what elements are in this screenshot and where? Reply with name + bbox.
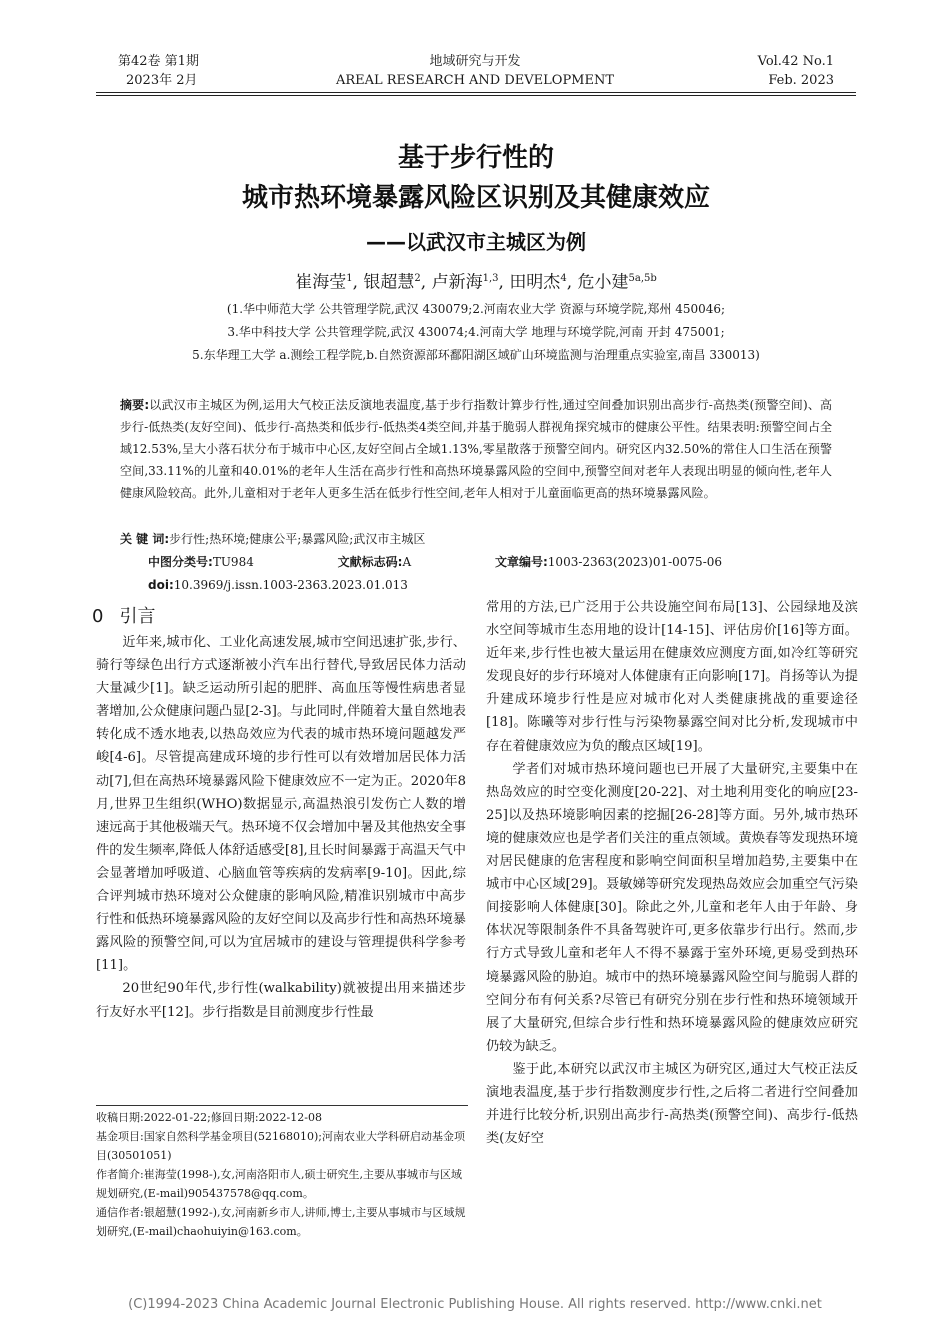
keywords-label: 关 键 词: [120,532,170,546]
header-rule-top [96,92,856,93]
section-heading [92,604,155,630]
body-column-left [96,631,466,1024]
footnote-fund: 基金项目:国家自然科学基金项目(52168010);河南农业大学科研启动基金项目(30501051) [96,1130,465,1162]
section-number: 0 [92,606,104,627]
author-affil-mark: 1 [346,273,353,284]
footnote-rule [96,1105,468,1106]
paragraph: 常用的方法,已广泛用于公共设施空间布局[13]、公园绿地及滨水空间等城市生态用地的设计[14-15]、评估房价[16]等方面。近年来,步行性也被大量运用在健康效应测度方面,如冷红等研究发现良好的步行环境对人体健康有正向影响[17]。肖扬等认为提升建成环境步行性是应对城市化对人类健康挑战的重要途径[18]。陈曦等对步行性与污染物暴露空间对比分析,发现城市中存在着健康效应为负的酸点区域[19]。 [486,600,858,754]
header-left [118,52,199,90]
doc-code-value: A [402,555,412,569]
doc-code-label: 文献标志码: [337,555,403,569]
footnote-received: 收稿日期:2022-01-22;修回日期:2022-12-08 [96,1111,322,1124]
section-title: 引言 [119,606,156,627]
subtitle: ——以武汉市主城区为例 [366,230,586,254]
paragraph: 鉴于此,本研究以武汉市主城区为研究区,通过大气校正法反演地表温度,基于步行指数测度步行性,之后将二者进行空间叠加并进行比较分析,识别出高步行-高热类(预警空间)、高步行-低热类(友好空 [486,1061,858,1147]
author-name: 崔海莹 [295,272,347,293]
body-column-right [486,596,858,1150]
classification-row [148,551,838,573]
author-name: 田明杰 [509,272,561,293]
abstract-label: 摘要: [120,398,150,412]
article-number-label: 文章编号: [494,555,548,569]
abstract [120,394,832,504]
author-list: 崔海莹$^1$, 银超慧$^2$, 卢新海$^{1,3}$, 田明杰$^4$, 危小建$^{5a,5b}$ [295,272,657,293]
header-right [700,52,834,90]
author-affil-mark: 1,3 [482,273,499,284]
doi-link[interactable]: 10.3969/j.issn.1003-2363.2023.01.013 [173,578,408,592]
journal-name-cn: 地域研究与开发 [429,54,521,69]
author-name: 危小建 [577,272,629,293]
paragraph: 学者们对城市热环境问题也已开展了大量研究,主要集中在热岛效应的时空变化测度[20-22]、对土地利用变化的响应[23-25]以及热环境影响因素的挖掘[26-28]等方面。另外,城市热环境的健康效应也是学者们关注的重点领域。黄焕春等发现热环境对居民健康的危害程度和影响空间面积呈增加趋势,主要集中在城市中心区域[29]。聂敏娣等研究发现热岛效应会加重空气污染间接影响人体健康[30]。除此之外,儿童和老年人由于年龄、身体状况等限制条件不具备驾驶许可,更多依靠步行出行。然而,步行方式导致儿童和老年人不得不暴露于室外环境,更易受到热环境暴露风险的胁迫。城市中的热环境暴露风险空间与脆弱人群的空间分布有何关系?尽管已有研究分别在步行性和热环境领域开展了大量研究,但综合步行性和热环境暴露风险的健康效应研究仍较为缺乏。 [486,761,858,1054]
keywords [120,528,832,550]
clc-label: 中图分类号: [148,555,213,569]
volume-issue-cn: 第42卷 第1期 [118,54,199,69]
clc-value: TU984 [212,555,254,569]
abstract-text: 以武汉市主城区为例,运用大气校正法反演地表温度,基于步行指数计算步行性,通过空间叠加识别出高步行-高热类(预警空间)、高步行-低热类(友好空间)、低步行-高热类和低步行-低热类4类空间,并基于脆弱人群视角探究城市的健康公平性。结果表明:预警空间占全域12.53%,呈大小落石状分布于城市中心区,友好空间占全域1.13%,零星散落于预警空间内。研究区内32.50%的常住人口生活在预警空间,33.11%的儿童和40.01%的老年人生活在高步行性和高热环境暴露风险的空间中,预警空间对老年人表现出明显的倾向性,老年人健康风险较高。此外,儿童相对于老年人更多生活在低步行性空间,老年人相对于儿童面临更高的热环境暴露风险。 [120,398,832,500]
affiliation-line: 3.华中科技大学 公共管理学院,武汉 430074;4.河南大学 地理与环境学院,河南 开封 475001; [227,325,725,339]
date-cn: 2023年 2月 [126,73,198,88]
copyright-notice: (C)1994-2023 China Academic Journal Electronic Publishing House. All rights reserved. http://www.cnki.net [128,1297,822,1312]
header-rule-bottom [96,95,856,96]
author-affil-mark: 2 [414,273,421,284]
footnote-corresponding: 通信作者:银超慧(1992-),女,河南新乡市人,讲师,博士,主要从事城市与区域规划研究,(E-mail)chaohuiyin@163.com。 [96,1206,466,1238]
affiliation-line: 5.东华理工大学 a.测绘工程学院,b.自然资源部环鄱阳湖区域矿山环境监测与治理重点实验室,南昌 330013) [192,348,760,362]
affiliation-line: (1.华中师范大学 公共管理学院,武汉 430079;2.河南农业大学 资源与环境学院,郑州 450046; [226,302,726,316]
journal-name-en: AREAL RESEARCH AND DEVELOPMENT [335,73,615,88]
date-en: Feb. 2023 [768,73,834,88]
author-name: 银超慧 [363,272,415,293]
paragraph: 近年来,城市化、工业化高速发展,城市空间迅速扩张,步行、骑行等绿色出行方式逐渐被小汽车出行替代,导致居民体力活动大量减少[1]。缺乏运动所引起的肥胖、高血压等慢性病患者显著增加,公众健康问题凸显[2-3]。与此同时,伴随着大量自然地表转化成不透水地表,以热岛效应为代表的城市热环境问题越发严峻[4-6]。尽管提高建成环境的步行性可以有效增加居民体力活动[7],但在高热环境暴露风险下健康效应不一定为正。2020年8月,世界卫生组织(WHO)数据显示,高温热浪引发伤亡人数的增速远高于其他极端天气。热环境不仅会增加中暑及其他热安全事件的发生频率,降低人体舒适感受[8],且长时间暴露于高温天气中会显著增加呼吸道、心脑血管等疾病的发病率[9-10]。因此,综合评判城市热环境对公众健康的影响风险,精准识别城市中高步行性和低热环境暴露风险的友好空间以及高步行性和高热环境暴露风险的预警空间,可以为宜居城市的建设与管理提供科学参考[11]。 [96,635,466,974]
doi-label: doi: [148,578,174,592]
paragraph: 20世纪90年代,步行性(walkability)就被提出用来描述步行友好水平[12]。步行指数是目前测度步行性最 [96,981,466,1020]
author-name: 卢新海 [431,272,483,293]
title-line-1: 基于步行性的 [397,143,554,173]
author-affil-mark: 4 [560,273,567,284]
author-affil-mark: 5a,5b [628,273,657,284]
article-number-value: 1003-2363(2023)01-0075-06 [547,555,723,569]
doi-row [148,574,838,596]
footnote-author-bio: 作者简介:崔海莹(1998-),女,河南洛阳市人,硕士研究生,主要从事城市与区域规划研究,(E-mail)905437578@qq.com。 [96,1168,462,1200]
volume-issue-en: Vol.42 No.1 [757,54,834,69]
keywords-text: 步行性;热环境;健康公平;暴露风险;武汉市主城区 [169,532,426,546]
footnotes [96,1108,468,1241]
title-line-2: 城市热环境暴露风险区识别及其健康效应 [241,183,710,213]
header-center [300,52,650,90]
